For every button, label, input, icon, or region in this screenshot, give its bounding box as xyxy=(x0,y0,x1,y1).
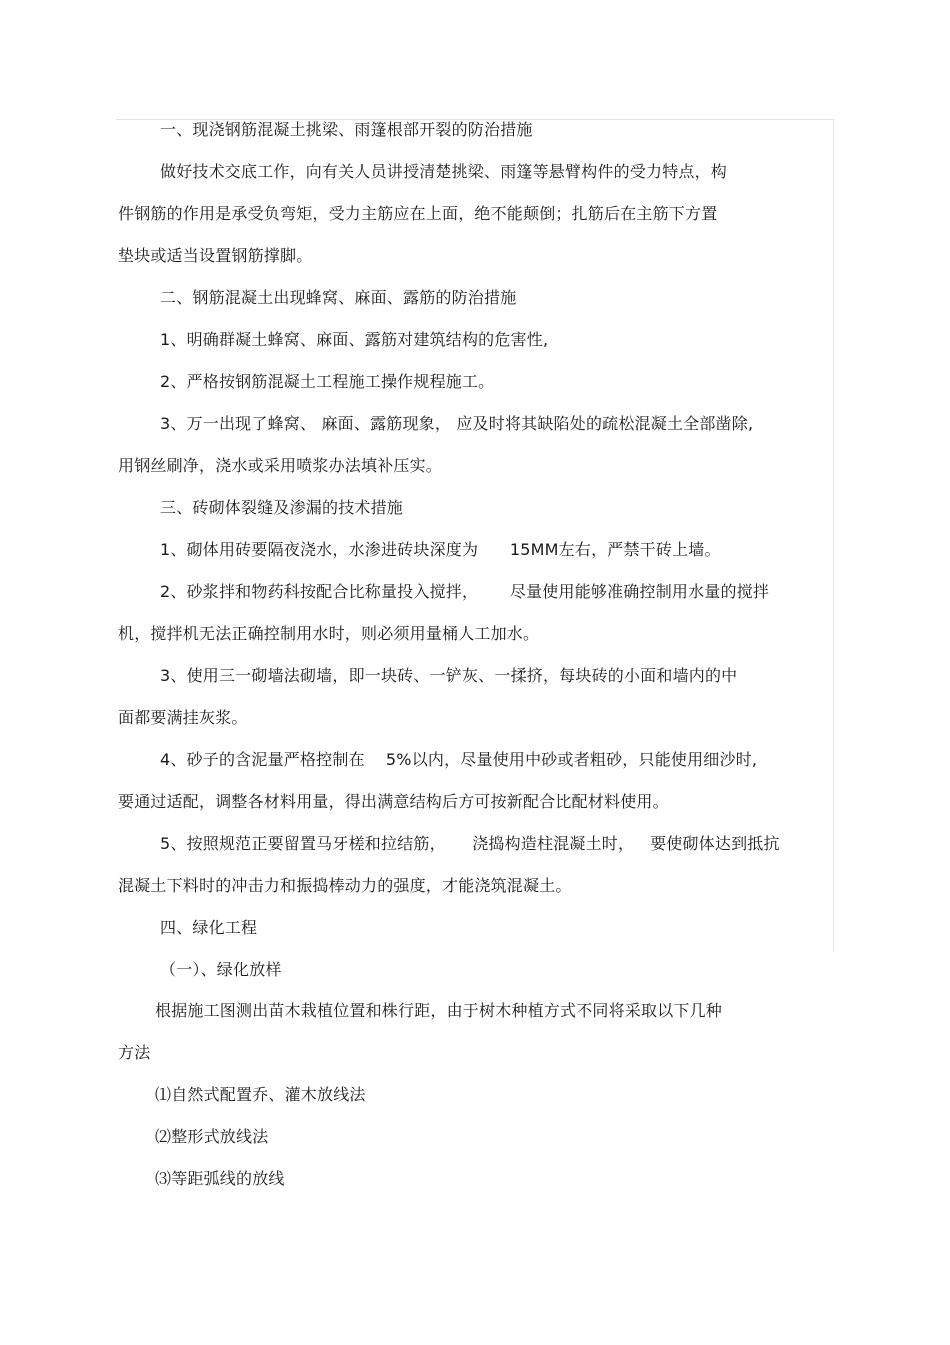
list-item: 2、严格按钢筋混凝土工程施工操作规程施工。 xyxy=(160,372,495,391)
section-heading-3: 三、砖砌体裂缝及渗漏的技术措施 xyxy=(160,498,404,517)
list-item: 3、使用三一砌墙法砌墙，即一块砖、一铲灰、一揉挤，每块砖的小面和墙内的中 xyxy=(160,666,738,685)
list-item: ⑶等距弧线的放线 xyxy=(155,1169,285,1188)
list-item: 1、砌体用砖要隔夜浇水，水渗进砖块深度为 15MM左右，严禁干砖上墙。 xyxy=(160,540,721,559)
paragraph-line: 件钢筋的作用是承受负弯矩，受力主筋应在上面，绝不能颠倒；扎筋后在主筋下方置 xyxy=(118,204,718,223)
paragraph-line: 面都要满挂灰浆。 xyxy=(118,708,248,727)
list-item: 5、按照规范正要留置马牙槎和拉结筋， 浇捣构造柱混凝土时， 要使砌体达到抵抗 xyxy=(160,834,780,853)
section-heading-1: 一、现浇钢筋混凝土挑梁、雨篷根部开裂的防治措施 xyxy=(160,120,533,139)
list-item: 4、砂子的含泥量严格控制在 5%以内，尽量使用中砂或者粗砂，只能使用细沙时, xyxy=(160,750,758,769)
paragraph-line: 要通过适配，调整各材料用量，得出满意结构后方可按新配合比配材料使用。 xyxy=(118,792,669,811)
list-item: 1、明确群凝土蜂窝、麻面、露筋对建筑结构的危害性, xyxy=(160,330,549,349)
paragraph-line: 根据施工图测出苗木栽植位置和株行距，由于树木种植方式不同将采取以下几种 xyxy=(155,1001,723,1020)
paragraph-line: 混凝土下料时的冲击力和振捣棒动力的强度，才能浇筑混凝土。 xyxy=(118,876,572,895)
paragraph-line: 垫块或适当设置钢筋撑脚。 xyxy=(118,246,313,265)
page-frame-right-border xyxy=(833,119,834,952)
section-heading-4: 四、绿化工程 xyxy=(160,918,258,937)
subsection-heading: （一）、绿化放样 xyxy=(160,960,282,979)
paragraph-line: 机，搅拌机无法正确控制用水时，则必须用量桶人工加水。 xyxy=(118,624,540,643)
paragraph-line: 做好技术交底工作，向有关人员讲授清楚挑梁、雨篷等悬臂构件的受力特点，构 xyxy=(160,162,728,181)
list-item: 3、万一出现了蜂窝、 麻面、露筋现象， 应及时将其缺陷处的疏松混凝土全部凿除, xyxy=(160,414,754,433)
section-heading-2: 二、钢筋混凝土出现蜂窝、麻面、露筋的防治措施 xyxy=(160,288,517,307)
list-item: 2、砂浆拌和物药科按配合比称量投入搅拌， 尽量使用能够准确控制用水量的搅拌 xyxy=(160,582,770,601)
list-item: ⑴自然式配置乔、灌木放线法 xyxy=(155,1085,366,1104)
list-item: ⑵整形式放线法 xyxy=(155,1127,269,1146)
paragraph-line: 用钢丝刷净，浇水或采用喷浆办法填补压实。 xyxy=(118,456,443,475)
paragraph-line: 方法 xyxy=(118,1043,151,1062)
